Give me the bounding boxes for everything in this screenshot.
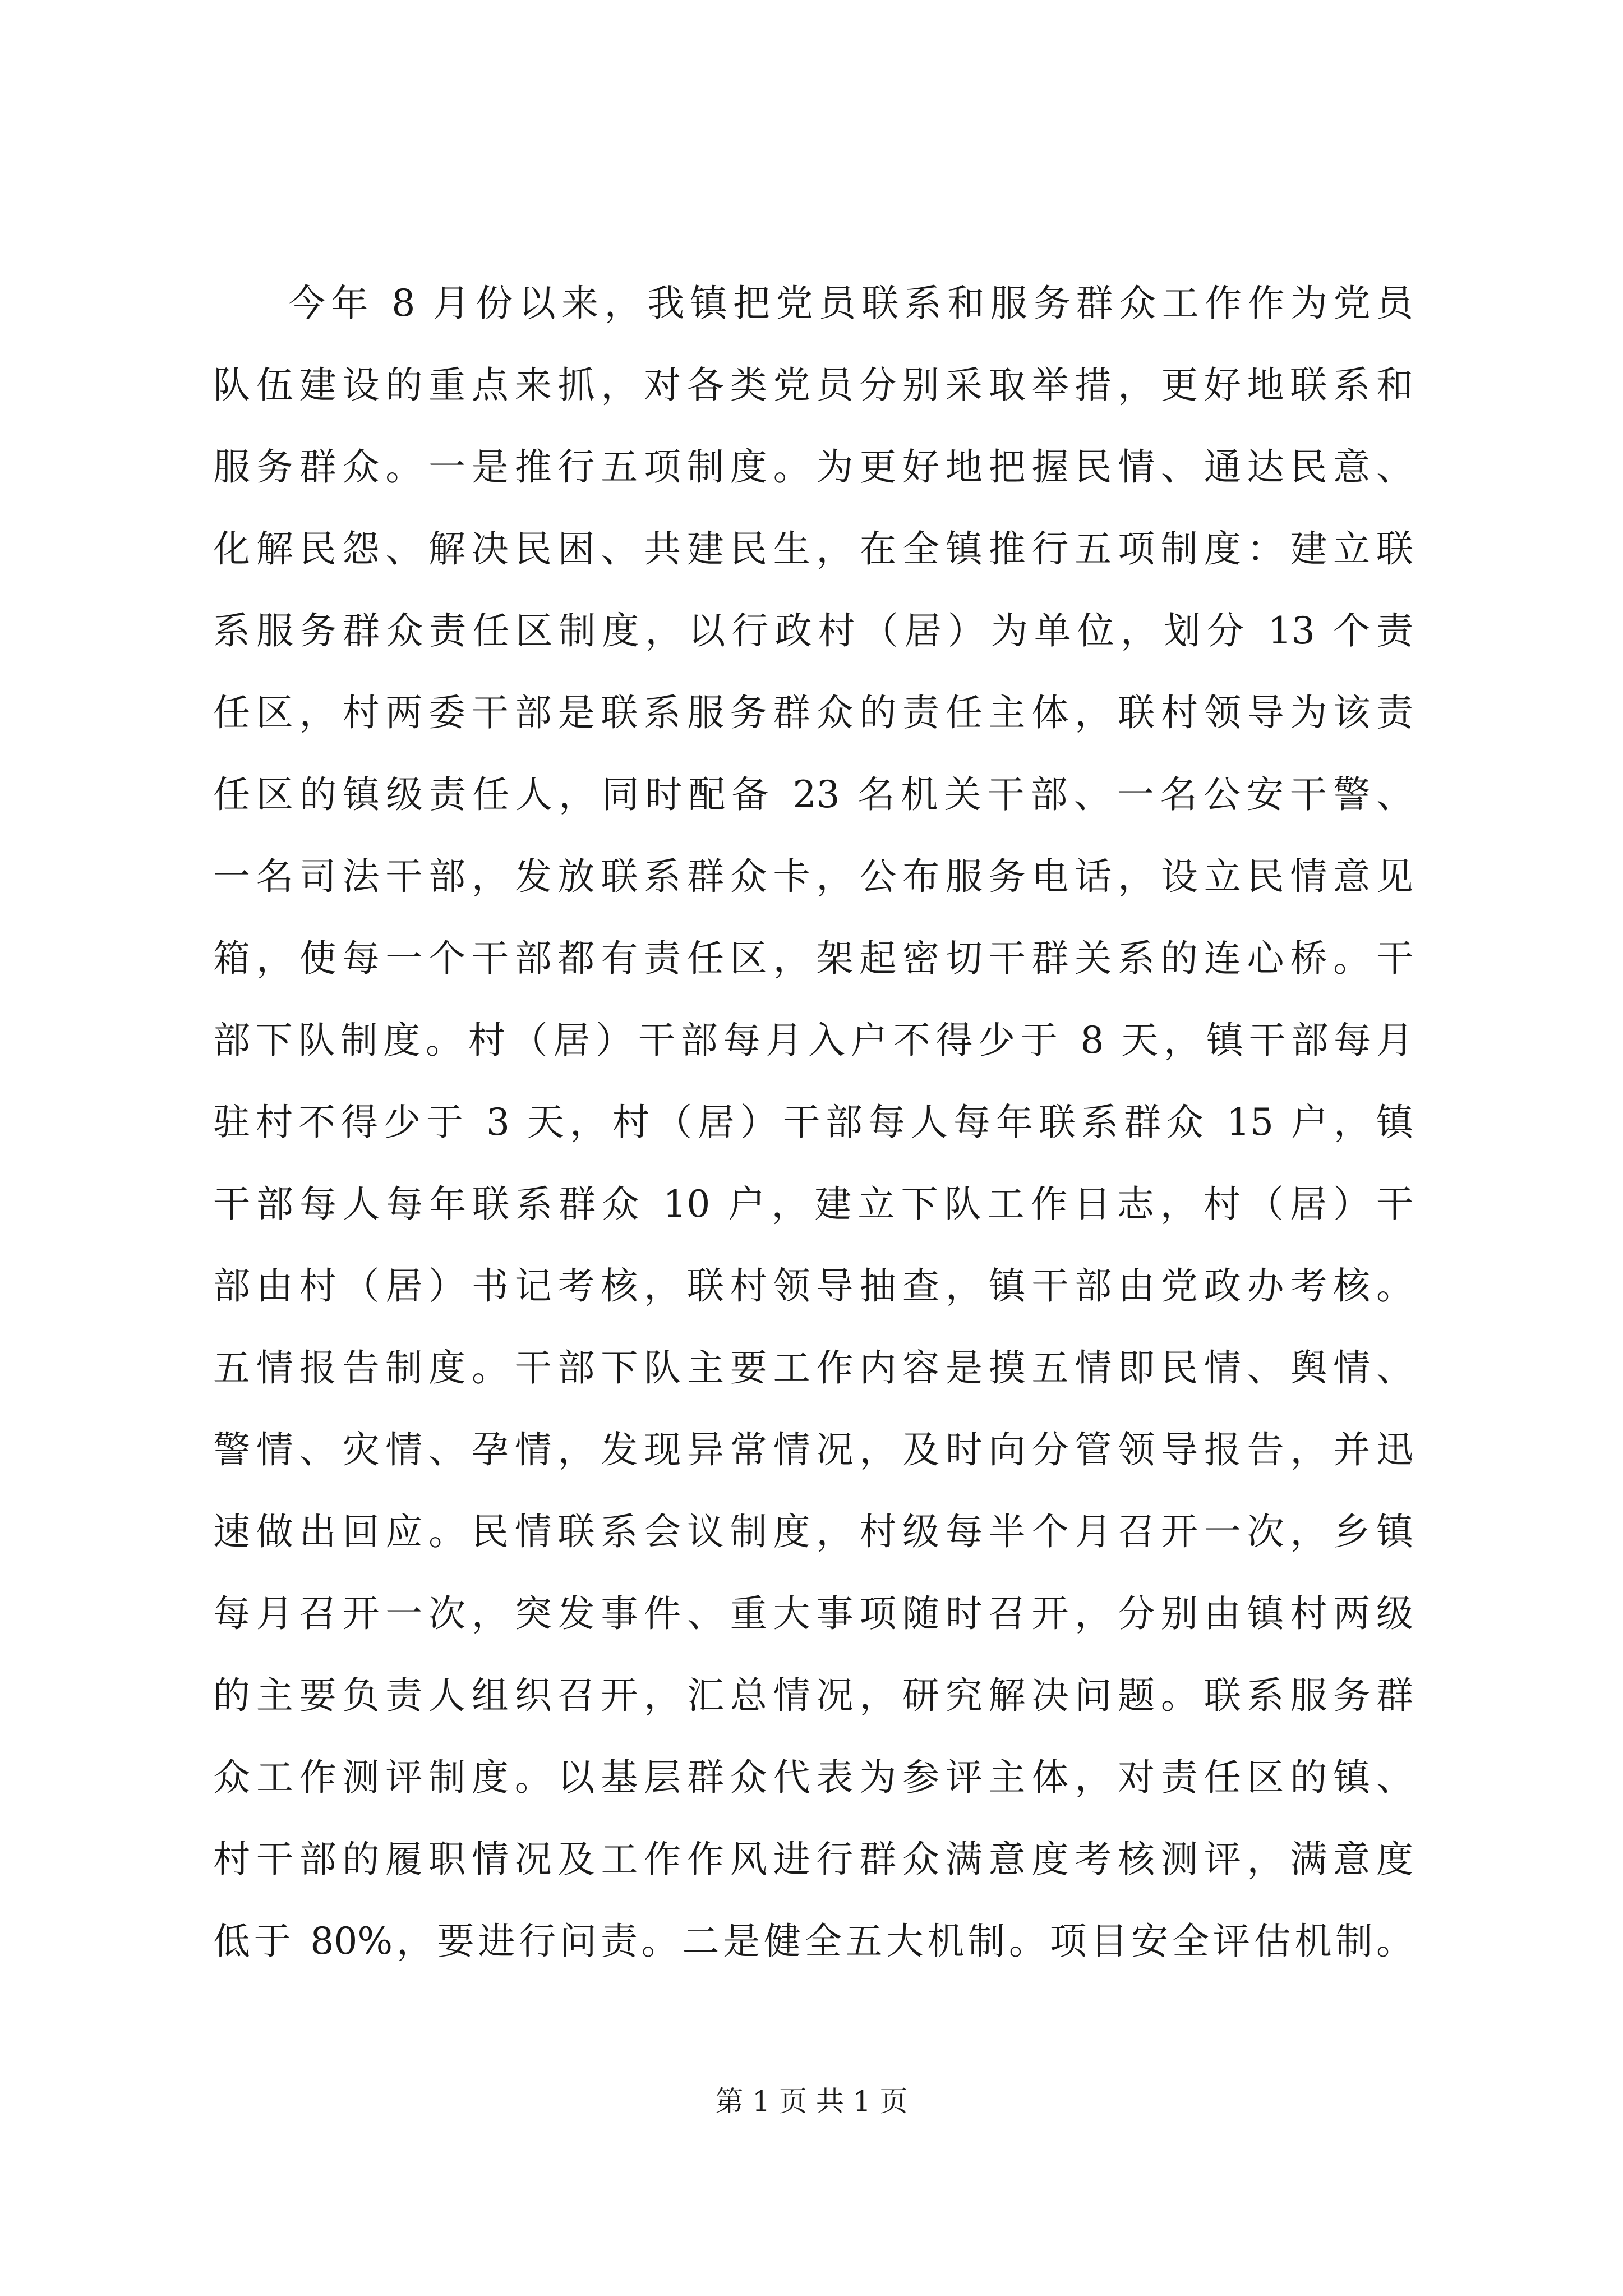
paragraph-line: 驻村不得少于 3 天，村（居）干部每人每年联系群众 15 户，镇 (213, 1101, 1413, 1144)
paragraph-line: 低于 80%，要进行问责。二是健全五大机制。项目安全评估机制。 (213, 1920, 1413, 1963)
paragraph-line: 今年 8 月份以来，我镇把党员联系和服务群众工作作为党员 (288, 282, 1413, 325)
paragraph-line: 部由村（居）书记考核，联村领导抽查，镇干部由党政办考核。 (213, 1264, 1413, 1308)
paragraph-line: 众工作测评制度。以基层群众代表为参评主体，对责任区的镇、 (213, 1756, 1413, 1799)
paragraph-line: 速做出回应。民情联系会议制度，村级每半个月召开一次，乡镇 (213, 1510, 1413, 1553)
paragraph-line: 队伍建设的重点来抓，对各类党员分别采取举措，更好地联系和 (213, 364, 1413, 407)
paragraph-line: 部下队制度。村（居）干部每月入户不得少于 8 天，镇干部每月 (213, 1019, 1413, 1062)
paragraph-line: 警情、灾情、孕情，发现异常情况，及时向分管领导报告，并迅 (213, 1428, 1413, 1471)
paragraph-line: 化解民怨、解决民困、共建民生，在全镇推行五项制度：建立联 (213, 527, 1413, 570)
paragraph-line: 的主要负责人组织召开，汇总情况，研究解决问题。联系服务群 (213, 1674, 1413, 1717)
body-paragraph (213, 263, 1413, 1982)
paragraph-line: 每月召开一次，突发事件、重大事项随时召开，分别由镇村两级 (213, 1592, 1413, 1635)
paragraph-line: 一名司法干部，发放联系群众卡，公布服务电话，设立民情意见 (213, 855, 1413, 898)
paragraph-line: 村干部的履职情况及工作作风进行群众满意度考核测评，满意度 (213, 1838, 1413, 1881)
paragraph-line: 任区，村两委干部是联系服务群众的责任主体，联村领导为该责 (213, 691, 1413, 734)
paragraph-line: 箱，使每一个干部都有责任区，架起密切干群关系的连心桥。干 (213, 937, 1413, 980)
paragraph-line: 服务群众。一是推行五项制度。为更好地把握民情、通达民意、 (213, 445, 1413, 489)
paragraph-line: 任区的镇级责任人，同时配备 23 名机关干部、一名公安干警、 (213, 773, 1413, 816)
paragraph-line: 干部每人每年联系群众 10 户，建立下队工作日志，村（居）干 (213, 1182, 1413, 1226)
page-footer: 第 1 页 共 1 页 (715, 2085, 908, 2118)
paragraph-line: 五情报告制度。干部下队主要工作内容是摸五情即民情、舆情、 (213, 1346, 1413, 1389)
paragraph-line: 系服务群众责任区制度，以行政村（居）为单位，划分 13 个责 (213, 609, 1413, 652)
